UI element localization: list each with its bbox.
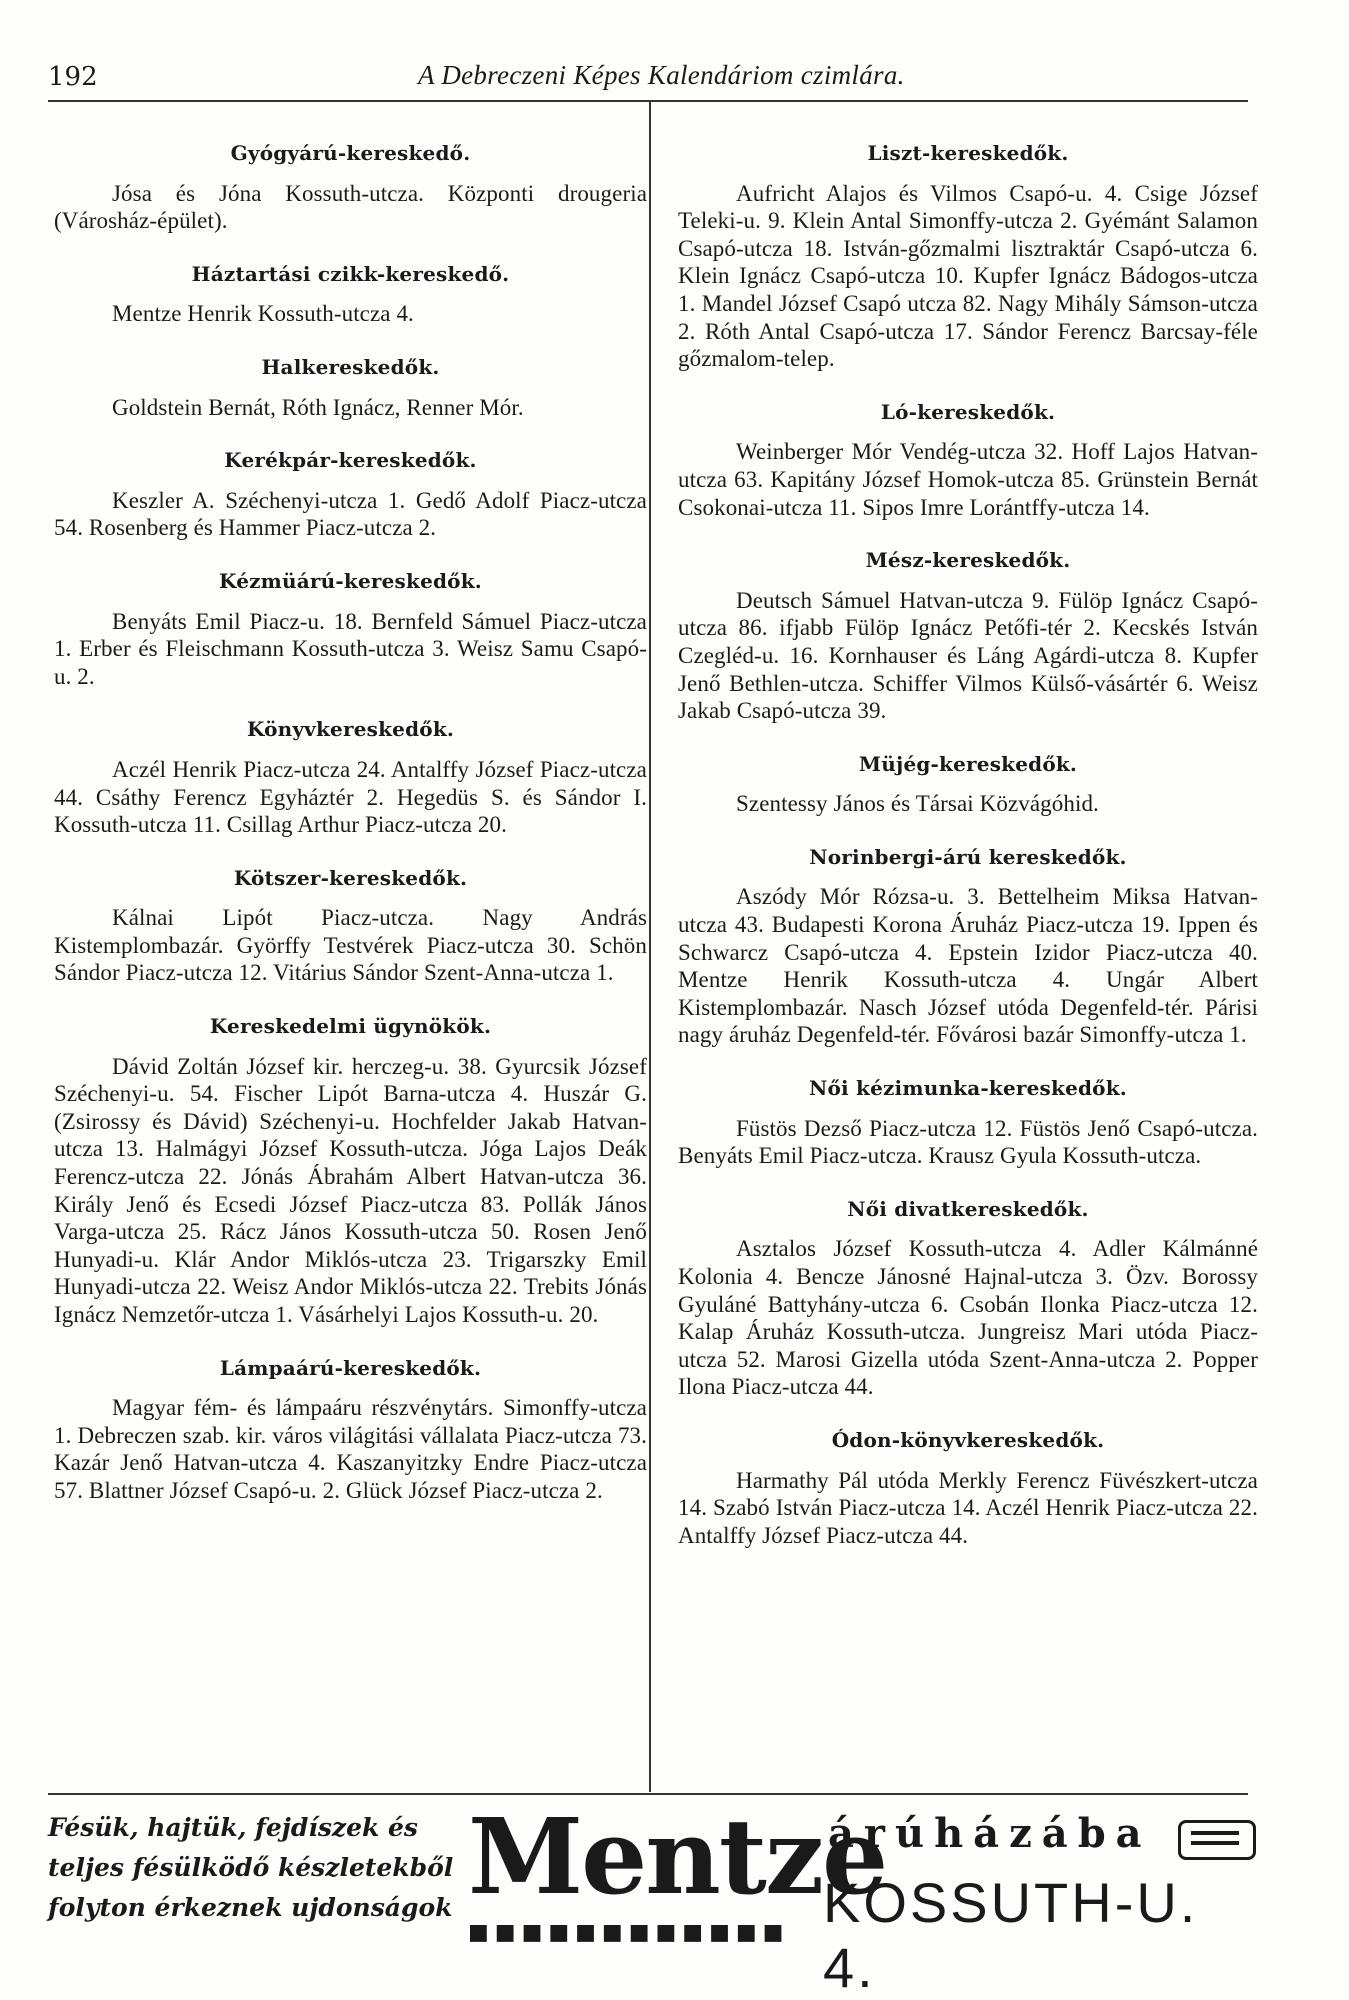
hand-pointer-icon	[1178, 1820, 1256, 1860]
column-divider	[649, 102, 651, 1792]
section-heading: Kereskedelmi ügynökök.	[209, 1014, 492, 1039]
ad-tagline-line: Fésük, hajtük, fejdíszek és	[48, 1813, 419, 1842]
running-title: A Debreczeni Képes Kalendáriom czimlára.	[418, 60, 905, 90]
section-heading: Kézmüárú-kereskedők.	[219, 568, 482, 593]
section-heading: Női divatkereskedők.	[847, 1196, 1089, 1221]
ad-brand-name: Mentze	[468, 1795, 887, 1918]
listing-section	[54, 447, 647, 542]
page-header	[48, 58, 1248, 98]
section-text: Kálnai Lipót Piacz-utcza. Nagy András Kistemplombazár. Györffy Testvérek Piacz-utcza 30. Schön Sándor Piacz-utcza 12. Vitárius Sándor Szent-Anna-utcza 1.	[54, 905, 647, 986]
listing-section	[54, 140, 647, 235]
section-text: Harmathy Pál utóda Merkly Ferencz Füvészkert-utcza 14. Szabó István Piacz-utcza 14. Aczél Henrik Piacz-utcza 22. Antalffy József Piacz-utcza 44.	[678, 1467, 1258, 1548]
listing-section	[54, 261, 647, 328]
listing-section	[54, 1013, 647, 1329]
listing-section	[678, 1427, 1258, 1549]
listing-section	[54, 716, 647, 838]
section-text: Weinberger Mór Vendég-utcza 32. Hoff Lajos Hatvan-utcza 63. Kapitány József Homok-utcza 85. Grünstein Bernát Csokonai-utcza 11. Sipos Imre Lorántffy-utcza 14.	[678, 439, 1258, 520]
listing-section	[678, 140, 1258, 373]
section-heading: Női kézimunka-kereskedők.	[809, 1076, 1127, 1101]
listing-section	[54, 354, 647, 421]
section-text: Szentessy János és Társai Közvágóhid.	[736, 791, 1099, 817]
listing-section	[678, 547, 1258, 725]
section-heading: Mész-kereskedők.	[865, 548, 1071, 573]
header-rule	[48, 100, 1248, 102]
listing-section	[678, 399, 1258, 521]
section-heading: Ló-kereskedők.	[880, 399, 1056, 424]
ad-tagline-line: teljes fésülködő készletekből	[48, 1853, 454, 1882]
advertisement	[48, 1795, 1258, 1999]
right-column	[678, 140, 1258, 1575]
section-heading: Háztartási czikk-kereskedő.	[191, 261, 510, 286]
listing-section	[54, 865, 647, 987]
ad-store-word: árúházába	[828, 1810, 1152, 1857]
section-heading: Halkereskedők.	[261, 354, 440, 379]
left-column	[54, 140, 647, 1531]
section-heading: Ódon-könyvkereskedők.	[831, 1427, 1105, 1452]
section-text: Aufricht Alajos és Vilmos Csapó-u. 4. Csige József Teleki-u. 9. Klein Antal Simonffy-utcza 2. Gyémánt Salamon Csapó-utcza 18. István-gőzmalmi lisztraktár Csapó-utcza 6. Klein Ignácz Csapó-utcza 10. Kupfer Ignácz Bádogos-utcza 1. Mandel József Csapó utcza 82. Nagy Mihály Sámson-utcza 2. Róth Antal Csapó-utcza 17. Sándor Ferencz Barcsay-féle gőzmalom-telep.	[678, 180, 1258, 372]
page-number: 192	[48, 62, 98, 92]
section-text: Füstös Dezső Piacz-utcza 12. Füstös Jenő Csapó-utcza. Benyáts Emil Piacz-utcza. Krausz Gyula Kossuth-utcza.	[678, 1115, 1258, 1169]
listing-section	[54, 568, 647, 690]
listing-section	[678, 751, 1258, 818]
section-text: Asztalos József Kossuth-utcza 4. Adler Kálmánné Kolonia 4. Bencze Jánosné Hajnal-utcza 3. Özv. Borossy Gyuláné Battyhány-utcza 6. Csobán Ilonka Piacz-utcza 12. Kalap Áruház Kossuth-utcza. Jungreisz Mari utóda Piacz-utcza 52. Marosi Gizella utóda Szent-Anna-utcza 2. Popper Ilona Piacz-utcza 44.	[678, 1236, 1258, 1400]
section-heading: Kötszer-kereskedők.	[233, 865, 468, 890]
listing-section	[678, 1196, 1258, 1401]
ad-tagline-line: folyton érkeznek ujdonságok	[48, 1893, 453, 1922]
listing-section	[678, 1075, 1258, 1170]
section-heading: Kerékpár-kereskedők.	[224, 448, 477, 473]
section-heading: Müjég-kereskedők.	[858, 751, 1078, 776]
section-heading: Lámpaárú-kereskedők.	[219, 1355, 482, 1380]
section-heading: Könyvkereskedők.	[246, 717, 455, 742]
section-text: Keszler A. Széchenyi-utcza 1. Gedő Adolf Piacz-utcza 54. Rosenberg és Hammer Piacz-utcza 2.	[54, 487, 647, 541]
ad-tagline	[48, 1808, 468, 1928]
section-text: Aszódy Mór Rózsa-u. 3. Bettelheim Miksa Hatvan-utcza 43. Budapesti Korona Áruház Piacz-utcza 19. Ippen és Schwarcz Csapó-utcza 4. Epstein Izidor Piacz-utcza 40. Mentze Henrik Kossuth-utcza 4. Ungár Albert Kistemplombazár. Nasch József utóda Degenfeld-tér. Párisi nagy áruház Degenfeld-tér. Fővárosi bazár Simonffy-utcza 1.	[678, 884, 1258, 1048]
section-text: Magyar fém- és lámpaáru részvénytárs. Simonffy-utcza 1. Debreczen szab. kir. város világitási vállalata Piacz-utcza 73. Kazár Jenő Hatvan-utcza 4. Kaszanyitzky Endre Piacz-utcza 57. Blattner József Csapó-u. 2. Glück József Piacz-utcza 2.	[54, 1395, 647, 1503]
section-text: Dávid Zoltán József kir. herczeg-u. 38. Gyurcsik József Széchenyi-u. 54. Fischer Lipót Barna-utcza 4. Huszár G. (Zsirossy és Dávid) Széchenyi-u. Hochfelder Jakab Hatvan-utcza 13. Halmágyi József Kossuth-utcza. Jóga Lajos Deák Ferencz-utcza 22. Jónás Ábrahám Albert Hatvan-utcza 36. Király Jenő és Ecsedi József Piacz-utcza 83. Pollák János Varga-utcza 25. Rácz János Kossuth-utcza 50. Rosen Jenő Hunyadi-u. Klár Andor Miklós-utcza 23. Trigarszky Emil Hunyadi-utcza 22. Weisz Andor Miklós-utcza 22. Trebits Jónás Ignácz Nemzetőr-utcza 1. Vásárhelyi Lajos Kossuth-u. 20.	[54, 1053, 647, 1327]
section-text: Mentze Henrik Kossuth-utcza 4.	[112, 301, 414, 327]
section-text: Goldstein Bernát, Róth Ignácz, Renner Mór.	[112, 394, 524, 420]
section-text: Jósa és Jóna Kossuth-utcza. Központi drougeria (Városház-épület).	[54, 180, 647, 234]
section-heading: Gyógyárú-kereskedő.	[230, 141, 471, 165]
section-text: Aczél Henrik Piacz-utcza 24. Antalffy József Piacz-utcza 44. Csáthy Ferencz Egyháztér 2. Hegedüs S. és Sándor I. Kossuth-utcza 11. Csillag Arthur Piacz-utcza 20.	[54, 756, 647, 838]
ad-address: KOSSUTH-U. 4.	[823, 1871, 1199, 1999]
listing-section	[678, 844, 1258, 1049]
section-text: Benyáts Emil Piacz-u. 18. Bernfeld Sámuel Piacz-utcza 1. Erber és Fleischmann Kossuth-utcza 3. Weisz Samu Csapó-u. 2.	[54, 608, 647, 689]
section-text: Deutsch Sámuel Hatvan-utcza 9. Fülöp Ignácz Csapó-utcza 86. ifjabb Fülöp Ignácz Petőfi-tér 2. Kecskés István Czegléd-u. 16. Kornhauser és Láng Agárdi-utcza 8. Kupfer Jenő Bethlen-utcza. Schiffer Vilmos Külső-vásártér 6. Weisz Jakab Csapó-utcza 39.	[678, 587, 1258, 724]
listing-section	[54, 1355, 647, 1505]
ad-dot-row: ■■■■■■■■■■■■	[468, 1920, 790, 1945]
section-heading: Liszt-kereskedők.	[867, 141, 1069, 165]
section-heading: Norinbergi-árú kereskedők.	[809, 844, 1127, 869]
